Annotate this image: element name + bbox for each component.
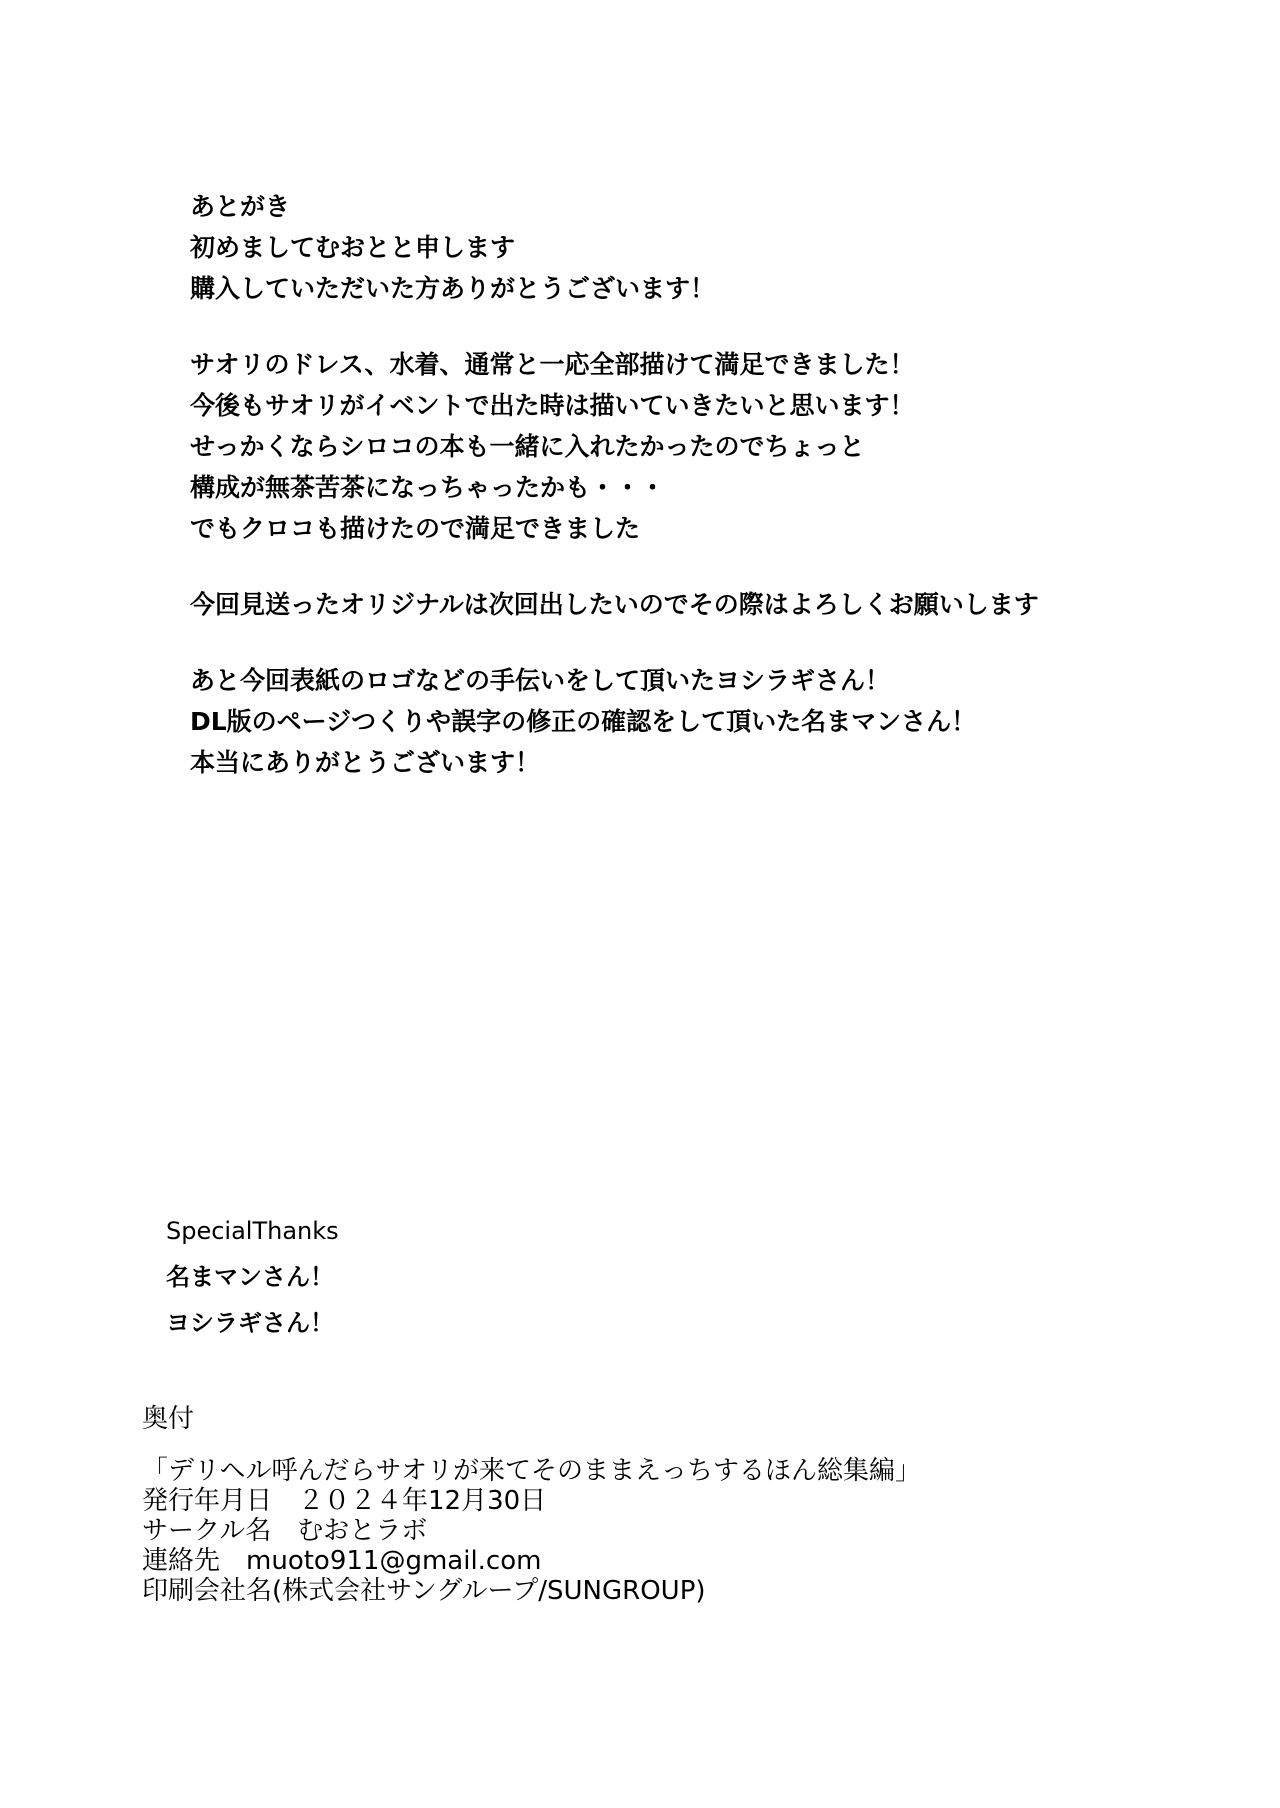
special-thanks-heading: SpecialThanks bbox=[166, 1217, 339, 1245]
release-date-value: ２０２４年12月30日 bbox=[298, 1486, 547, 1516]
release-date-row bbox=[142, 1486, 1242, 1516]
contact-label: 連絡先 bbox=[142, 1546, 221, 1576]
paragraph-gap bbox=[190, 309, 1250, 344]
paragraph-gap bbox=[190, 549, 1250, 584]
afterword-line: 初めましてむおとと申します bbox=[190, 233, 516, 262]
afterword-line: サオリのドレス、水着、通常と一応全部描けて満足できました！ bbox=[190, 350, 915, 379]
special-thanks-section bbox=[166, 1208, 339, 1346]
colophon-section bbox=[142, 1456, 1242, 1606]
afterword-line: 構成が無茶苦茶になっちゃったかも・・・ bbox=[190, 473, 666, 502]
afterword-line: 購入していただいた方ありがとうございます！ bbox=[190, 274, 716, 303]
circle-label: サークル名 bbox=[142, 1516, 272, 1546]
contact-row bbox=[142, 1546, 1242, 1576]
paragraph-gap bbox=[190, 625, 1250, 660]
afterword-line: 本当にありがとうございます！ bbox=[190, 748, 541, 777]
book-title: 「デリヘル呼んだらサオリが来てそのままえっちするほん総集編」 bbox=[142, 1456, 921, 1486]
afterword-line: あと今回表紙のロゴなどの手伝いをして頂いたヨシラギさん！ bbox=[190, 666, 891, 695]
circle-value: むおとラボ bbox=[297, 1516, 428, 1546]
afterword-line: でもクロコも描けたので満足できました bbox=[190, 514, 641, 543]
afterword-line: 今回見送ったオリジナルは次回出したいのでその際はよろしくお願いします bbox=[190, 590, 1039, 619]
printer-row: 印刷会社名(株式会社サングループ/SUNGROUP) bbox=[142, 1576, 706, 1606]
contact-email[interactable]: muoto911@gmail.com bbox=[246, 1546, 542, 1576]
afterword-section bbox=[190, 186, 1250, 783]
afterword-heading: あとがき bbox=[190, 192, 291, 221]
afterword-line: せっかくならシロコの本も一緒に入れたかったのでちょっと bbox=[190, 432, 865, 461]
circle-row bbox=[142, 1516, 1242, 1546]
release-date-label: 発行年月日 bbox=[142, 1486, 273, 1516]
afterword-line: DL版のページつくりや誤字の修正の確認をして頂いた名まマンさん！ bbox=[190, 707, 977, 736]
colophon-heading: 奥付 bbox=[142, 1404, 195, 1434]
thanks-name: 名まマンさん！ bbox=[166, 1263, 334, 1291]
afterword-line: 今後もサオリがイベントで出た時は描いていきたいと思います！ bbox=[190, 391, 915, 420]
thanks-name: ヨシラギさん！ bbox=[166, 1309, 334, 1337]
